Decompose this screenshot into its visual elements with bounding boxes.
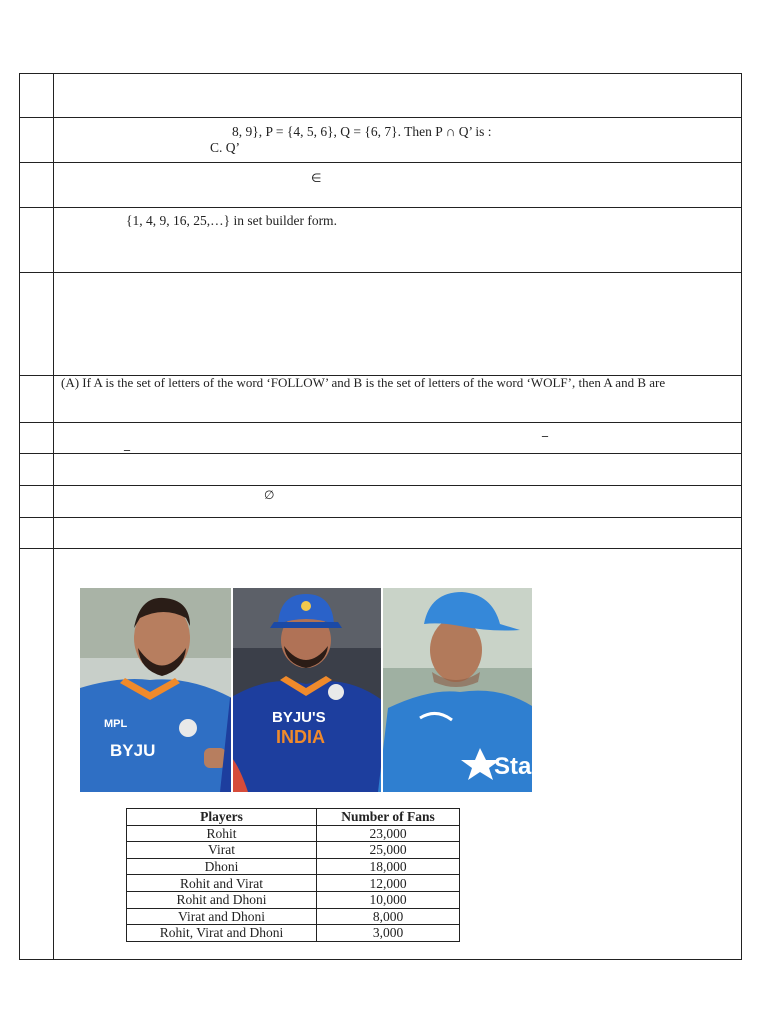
player-cell: Virat and Dhoni bbox=[127, 908, 317, 925]
fans-cell: 10,000 bbox=[317, 891, 460, 908]
player-photo-rohit bbox=[220, 588, 386, 792]
row-divider bbox=[20, 422, 741, 423]
row-divider bbox=[20, 548, 741, 549]
column-header-fans: Number of Fans bbox=[317, 809, 460, 826]
empty-set-symbol: ∅ bbox=[264, 488, 275, 502]
player-photo-virat bbox=[80, 588, 232, 792]
jersey-brand-center: BYJU'S bbox=[272, 709, 326, 726]
player-photo-dhoni bbox=[378, 588, 541, 792]
fans-cell: 18,000 bbox=[317, 858, 460, 875]
row-divider bbox=[20, 117, 741, 118]
q6-text: (A) If A is the set of letters of the word ‘FOLLOW’ and B is the set of letters of the word ‘WOLF’, then A and B are bbox=[61, 375, 666, 390]
table-row bbox=[127, 891, 460, 908]
jersey-brand-left: BYJU bbox=[110, 741, 156, 760]
cricketers-photo bbox=[80, 588, 541, 792]
fans-cell: 23,000 bbox=[317, 825, 460, 842]
player-cell: Virat bbox=[127, 842, 317, 859]
row-divider bbox=[20, 453, 741, 454]
q2-text: 8, 9}, P = {4, 5, 6}, Q = {6, 7}. Then P ∩ Q’ is : bbox=[232, 124, 492, 139]
table-row bbox=[127, 842, 460, 859]
fans-cell: 25,000 bbox=[317, 842, 460, 859]
q7-mark-right: _ bbox=[542, 423, 548, 437]
q7-mark-left: _ bbox=[124, 437, 130, 451]
column-header-players: Players bbox=[127, 809, 317, 826]
table-row bbox=[127, 908, 460, 925]
player-cell: Rohit and Dhoni bbox=[127, 891, 317, 908]
player-cell: Rohit, Virat and Dhoni bbox=[127, 925, 317, 942]
table-row bbox=[127, 858, 460, 875]
fans-table bbox=[126, 808, 460, 942]
player-cell: Dhoni bbox=[127, 858, 317, 875]
question-table bbox=[19, 73, 742, 960]
jersey-sponsor-left: MPL bbox=[104, 718, 128, 730]
row-divider bbox=[20, 485, 741, 486]
jersey-country-center: INDIA bbox=[276, 727, 325, 747]
player-cell: Rohit bbox=[127, 825, 317, 842]
q4-text: {1, 4, 9, 16, 25,…} in set builder form. bbox=[126, 213, 337, 228]
q2-option-c: C. Q’ bbox=[210, 140, 240, 155]
fans-cell: 3,000 bbox=[317, 925, 460, 942]
table-header-row bbox=[127, 809, 460, 826]
row-divider bbox=[20, 272, 741, 273]
row-divider bbox=[20, 162, 741, 163]
jersey-brand-right: Star bbox=[494, 753, 541, 780]
table-row bbox=[127, 825, 460, 842]
fans-cell: 12,000 bbox=[317, 875, 460, 892]
element-of-symbol: ∈ bbox=[311, 171, 322, 185]
fans-cell: 8,000 bbox=[317, 908, 460, 925]
table-row bbox=[127, 875, 460, 892]
player-cell: Rohit and Virat bbox=[127, 875, 317, 892]
row-divider bbox=[20, 207, 741, 208]
table-row bbox=[127, 925, 460, 942]
row-divider bbox=[20, 517, 741, 518]
